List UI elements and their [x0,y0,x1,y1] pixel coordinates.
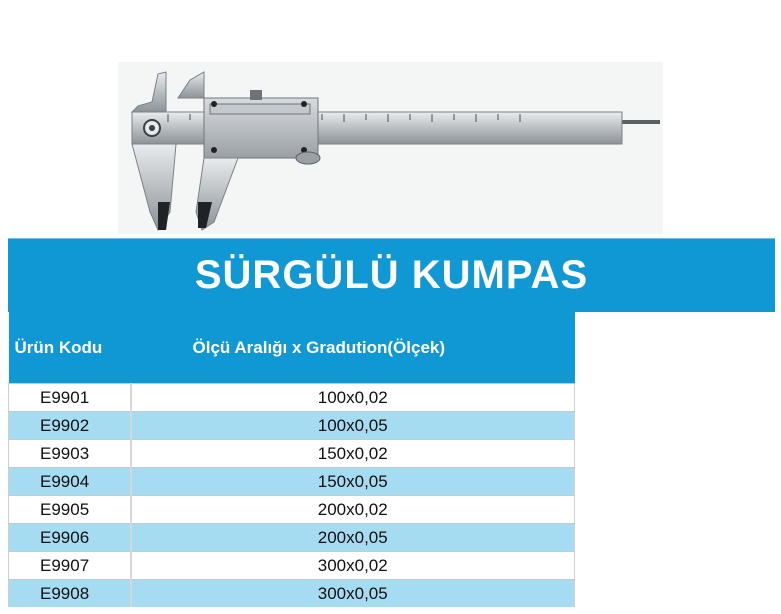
measure-range: 300x0,05 [131,580,575,608]
table-header-row [9,312,575,384]
measure-range: 300x0,02 [131,552,575,580]
product-code: E9904 [9,468,131,496]
product-code: E9905 [9,496,131,524]
table-row [9,524,575,552]
measure-range: 200x0,02 [131,496,575,524]
product-code: E9906 [9,524,131,552]
measure-range: 150x0,02 [131,440,575,468]
table-row [9,496,575,524]
title-banner [8,238,775,312]
product-code: E9908 [9,580,131,608]
column-header-range: Ölçü Aralığı x Gradution(Ölçek) [131,312,575,384]
vernier-caliper-image [118,62,663,234]
measure-range: 150x0,05 [131,468,575,496]
measure-range: 100x0,05 [131,412,575,440]
product-code: E9907 [9,552,131,580]
table-row [9,580,575,608]
measure-range: 100x0,02 [131,384,575,412]
table-row [9,412,575,440]
column-header-code: Ürün Kodu [9,312,131,384]
table-row [9,552,575,580]
product-code: E9903 [9,440,131,468]
product-spec-table [8,312,575,607]
product-code: E9901 [9,384,131,412]
table-row [9,384,575,412]
page-title: SÜRGÜLÜ KUMPAS [194,253,589,297]
product-code: E9902 [9,412,131,440]
table-row [9,440,575,468]
table-row [9,468,575,496]
measure-range: 200x0,05 [131,524,575,552]
